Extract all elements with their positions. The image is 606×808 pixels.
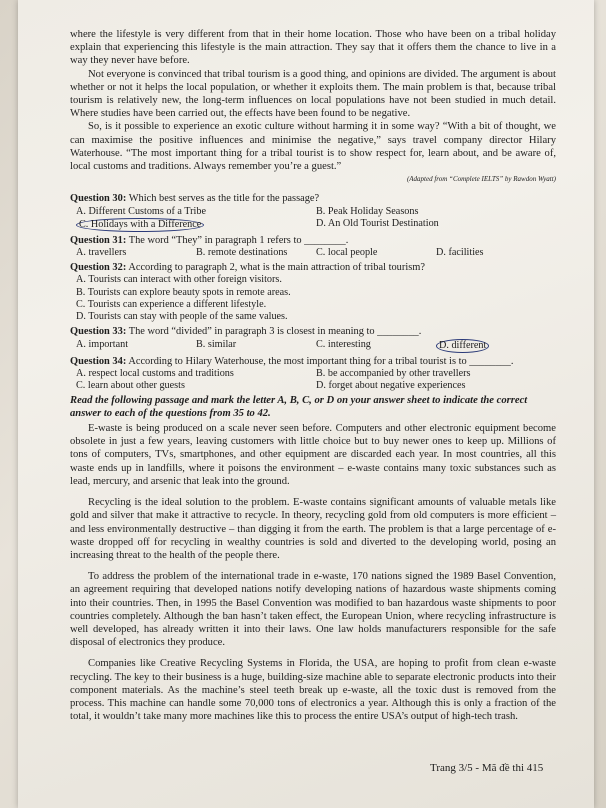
- question-32: [70, 262, 556, 323]
- passage2-paragraph-2: Recycling is the ideal solution to the problem. E-waste contains significant amounts of valuable metals like gold and silver that make it attractive to recycle. In theory, recycling gold from old computers is more efficient – and less environmentally destructive – than digging it from the earth. The problem is that a large percentage of e-waste dropped off for recycling in wealthy countries is sold and diverted to the developing world, posing an increasing threat to the health of the people there.: [70, 497, 556, 561]
- option-d[interactable]: D. facilities: [436, 247, 484, 259]
- option-a[interactable]: A. Tourists can interact with other foreign visitors.: [76, 274, 282, 286]
- exam-page: [18, 0, 594, 808]
- passage1-paragraph-3: So, is it possible to experience an exotic culture without harming it in some way? “With a bit of thought, we can maximise the positive influences and minimise the negative,” says travel company director Hilary Waterhouse. “The most important thing for a tribal tourist is to show respect for, learn about, and be aware of, local customs and traditions. Always remember you’re a guest.”: [70, 121, 556, 173]
- question-stem: The word “They” in paragraph 1 refers to ________.: [128, 234, 349, 246]
- option-b[interactable]: B. remote destinations: [196, 247, 288, 259]
- question-33: [70, 326, 556, 352]
- question-stem: The word “divided” in paragraph 3 is closest in meaning to ________.: [128, 326, 422, 338]
- passage1-source: (Adapted from “Complete IELTS” by Rawdon Wyatt): [406, 175, 556, 184]
- option-b[interactable]: B. Peak Holiday Seasons: [316, 205, 419, 217]
- option-a[interactable]: A. travellers: [76, 247, 127, 259]
- option-b[interactable]: B. similar: [196, 338, 237, 350]
- question-30: [70, 193, 556, 231]
- question-31: [70, 235, 556, 259]
- option-d[interactable]: D. An Old Tourist Destination: [316, 217, 439, 229]
- question-stem: According to paragraph 2, what is the main attraction of tribal tourism?: [128, 262, 425, 274]
- option-c[interactable]: C. Holidays with a Difference: [76, 218, 204, 232]
- question-stem: According to Hilary Waterhouse, the most important thing for a tribal tourist is to ________.: [128, 355, 514, 367]
- option-b[interactable]: B. Tourists can explore beauty spots in remote areas.: [76, 286, 291, 298]
- page-footer: Trang 3/5 - Mã đề thi 415: [430, 762, 544, 774]
- option-c[interactable]: C. Tourists can experience a different lifestyle.: [76, 298, 267, 310]
- passage1-paragraph-2: Not everyone is convinced that tribal tourism is a good thing, and opinions are divided. The argument is about whether or not it helps the local population, or whether it exploits them. The main problem is that, because tribal tourism is relatively new, the long-term influences on local populations have not been studied in much detail. Where studies have been carried out, the effects have been found to be negative.: [70, 68, 556, 120]
- option-c[interactable]: C. local people: [316, 247, 378, 259]
- passage2-paragraph-1: E-waste is being produced on a scale never seen before. Computers and other electronic equipment become obsolete in just a few years, leaving customers with little choice but to buy newer ones to keep up. Millions of tons of computers, TVs, smartphones, and other equipment are discarded each year. In most countries, all this waste ends up in landfills, where it poisons the environment – e-waste contains many toxic substances such as lead, mercury, and arsenic that leak into the ground.: [70, 423, 556, 487]
- question-label: Question 33:: [70, 326, 127, 338]
- option-a[interactable]: A. respect local customs and traditions: [76, 368, 234, 380]
- option-a[interactable]: A. important: [76, 338, 129, 350]
- passage1-paragraph-1: where the lifestyle is very different from that in their home location. Those who have been on a tribal holiday explain that experiencing this lifestyle is the main attraction. They say that it offers them the chance to live in a way they never have before.: [70, 29, 556, 67]
- option-c[interactable]: C. learn about other guests: [76, 380, 185, 392]
- instruction-text: Read the following passage and mark the letter A, B, C, or D on your answer sheet to indicate the correct answer to each of the questions from 35 to 42.: [70, 395, 528, 420]
- option-c[interactable]: C. interesting: [316, 338, 371, 350]
- question-label: Question 34:: [70, 355, 127, 367]
- option-a[interactable]: A. Different Customs of a Tribe: [76, 205, 206, 217]
- question-label: Question 30:: [70, 193, 127, 205]
- option-d[interactable]: D. forget about negative experiences: [316, 380, 466, 392]
- question-34: [70, 356, 556, 392]
- question-label: Question 31:: [70, 234, 127, 246]
- question-label: Question 32:: [70, 262, 127, 274]
- question-stem: Which best serves as the title for the passage?: [128, 193, 320, 205]
- option-d[interactable]: D. different: [436, 339, 489, 353]
- passage2-paragraph-3: To address the problem of the international trade in e-waste, 170 nations signed the 1989 Basel Convention, an agreement requiring that developed nations notify developing nations of hazardous waste shipments coming into their countries. Then, in 1995 the Basel Convention was modified to ban hazardous waste shipments to poor countries completely. Although the ban hasn’t taken effect, the European Union, where recycling infrastructure is well developed, has already written it into their laws. One law holds manufacturers responsible for the safe disposal of electronics they produce.: [70, 571, 556, 649]
- passage2-paragraph-4: Companies like Creative Recycling Systems in Florida, the USA, are hoping to profit from clean e-waste recycling. The key to their business is a huge, building-size machine able to separate electronic products into their component materials. As the machine’s steel teeth break up e-waste, all the toxic dust is removed from the process. This machine can handle some 70,000 tons of electronics a year. Although this is only a fraction of the total, it wouldn’t take many more machines like this to process the entire USA’s output of high-tech trash.: [70, 658, 556, 723]
- option-b[interactable]: B. be accompanied by other travellers: [316, 368, 471, 380]
- page-content: [70, 28, 556, 723]
- option-d[interactable]: D. Tourists can stay with people of the same values.: [76, 311, 288, 323]
